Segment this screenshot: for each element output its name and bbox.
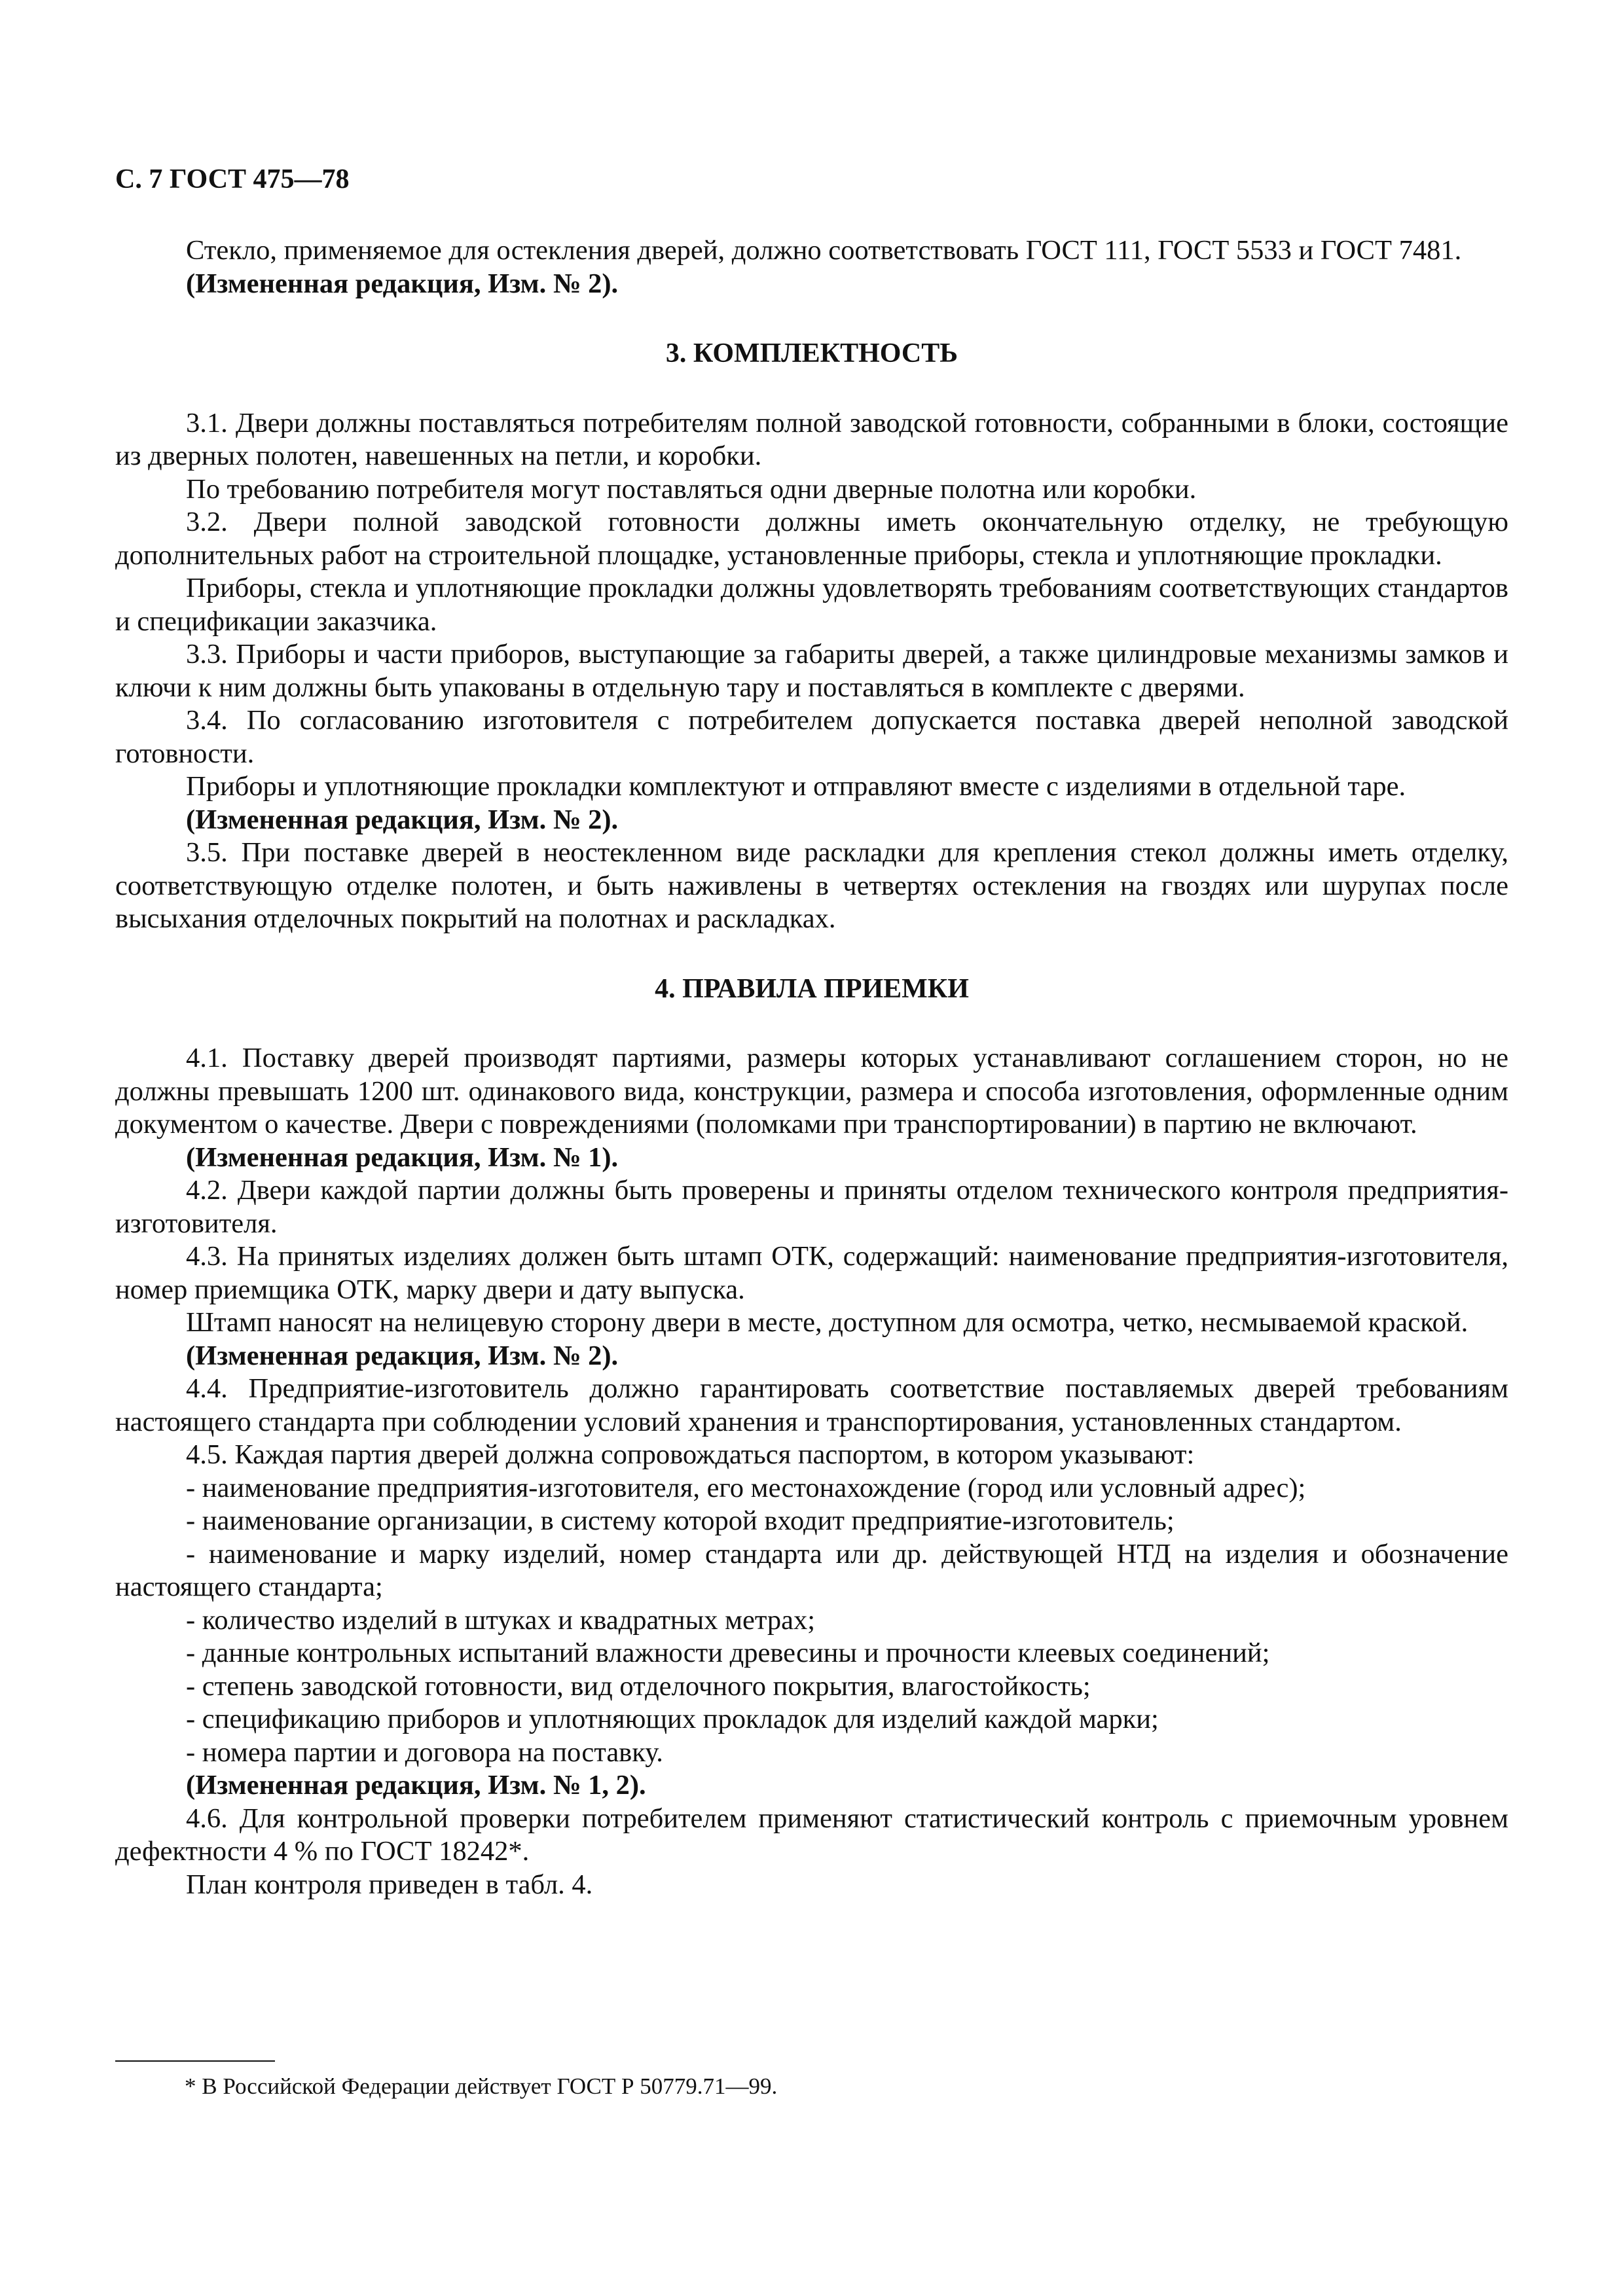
paragraph: План контроля приведен в табл. 4. (186, 1869, 593, 1900)
paragraph: 3.2. Двери полной заводской готовности должны иметь окончательную отделку, не требующую дополнительных работ на строительной площадке, установленные приборы, стекла и уплотняющие прокладки. (115, 507, 1508, 571)
amendment-note: (Измененная редакция, Изм. № 1, 2). (186, 1770, 646, 1801)
paragraph: 3.1. Двери должны поставляться потребителям полной заводской готовности, собранными в блоки, состоящие из дверных полотен, навешенных на петли, и коробки. (115, 407, 1508, 471)
list-item: - количество изделий в штуках и квадратных метрах; (186, 1604, 816, 1636)
paragraph: 4.5. Каждая партия дверей должна сопровождаться паспортом, в котором указывают: (186, 1439, 1195, 1470)
list-item: - наименование организации, в систему которой входит предприятие-изготовитель; (186, 1505, 1175, 1536)
paragraph: 3.5. При поставке дверей в неостекленном виде раскладки для крепления стекол должны иметь отделку, соответствующую отделке полотен, и быть наживлены в четвертях остекления на гвоздях или шурупах после высыхания отделочных покрытий на полотнах и раскладках. (115, 837, 1508, 934)
footnote: * В Российской Федерации действует ГОСТ Р 50779.71—99. (185, 2073, 778, 2099)
section-heading: 4. ПРАВИЛА ПРИЕМКИ (655, 973, 969, 1004)
paragraph: 4.4. Предприятие-изготовитель должно гарантировать соответствие поставляемых дверей требованиям настоящего стандарта при соблюдении условий хранения и транспортирования, установленных стандартом. (115, 1373, 1508, 1437)
paragraph: 3.4. По согласованию изготовителя с потребителем допускается поставка дверей неполной заводской готовности. (115, 705, 1508, 769)
paragraph: 4.1. Поставку дверей производят партиями, размеры которых устанавливают соглашением сторон, но не должны превышать 1200 шт. одинакового вида, конструкции, размера и способа изготовления, оформленные одним документом о качестве. Двери с повреждениями (поломками при транспортировании) в партию не включают. (115, 1043, 1508, 1139)
list-item: - наименование предприятия-изготовителя, его местонахождение (город или условный адрес); (186, 1472, 1306, 1503)
paragraph: 4.3. На принятых изделиях должен быть штамп ОТК, содержащий: наименование предприятия-изготовителя, номер приемщика ОТК, марку двери и дату выпуска. (115, 1241, 1508, 1305)
amendment-note: (Измененная редакция, Изм. № 2). (186, 1340, 619, 1371)
paragraph: По требованию потребителя могут поставляться одни дверные полотна или коробки. (186, 473, 1197, 505)
section-heading: 3. КОМПЛЕКТНОСТЬ (665, 338, 958, 368)
footnote-divider (115, 2060, 275, 2062)
list-item: - спецификацию приборов и уплотняющих прокладок для изделий каждой марки; (186, 1704, 1159, 1734)
paragraph: 3.3. Приборы и части приборов, выступающие за габариты дверей, а также цилиндровые механизмы замков и ключи к ним должны быть упакованы в отдельную тару и поставляться в комплекте с дверями. (115, 639, 1508, 703)
amendment-note: (Измененная редакция, Изм. № 2). (186, 804, 619, 835)
amendment-note: (Измененная редакция, Изм. № 1). (186, 1141, 619, 1173)
list-item: - данные контрольных испытаний влажности древесины и прочности клеевых соединений; (186, 1638, 1270, 1668)
paragraph: 4.6. Для контрольной проверки потребителем применяют статистический контроль с приемочным уровнем дефектности 4 % по ГОСТ 18242*. (115, 1803, 1508, 1867)
paragraph: Штамп наносят на нелицевую сторону двери в месте, доступном для осмотра, четко, несмываемой краской. (186, 1307, 1468, 1338)
amendment-note: (Измененная редакция, Изм. № 2). (186, 268, 619, 299)
paragraph: Приборы, стекла и уплотняющие прокладки должны удовлетворять требованиям соответствующих стандартов и спецификации заказчика. (115, 573, 1508, 637)
paragraph: 4.2. Двери каждой партии должны быть проверены и приняты отделом технического контроля предприятия-изготовителя. (115, 1175, 1508, 1239)
list-item: - степень заводской готовности, вид отделочного покрытия, влагостойкость; (186, 1670, 1091, 1702)
paragraph: Приборы и уплотняющие прокладки комплектуют и отправляют вместе с изделиями в отдельной таре. (186, 771, 1406, 802)
page-header: С. 7 ГОСТ 475—78 (115, 164, 350, 194)
document-body (115, 234, 1508, 1901)
list-item: - номера партии и договора на поставку. (186, 1736, 663, 1768)
list-item: - наименование и марку изделий, номер стандарта или др. действующей НТД на изделия и обозначение настоящего стандарта; (115, 1538, 1508, 1602)
paragraph: Стекло, применяемое для остекления дверей, должно соответствовать ГОСТ 111, ГОСТ 5533 и ГОСТ 7481. (186, 235, 1462, 266)
